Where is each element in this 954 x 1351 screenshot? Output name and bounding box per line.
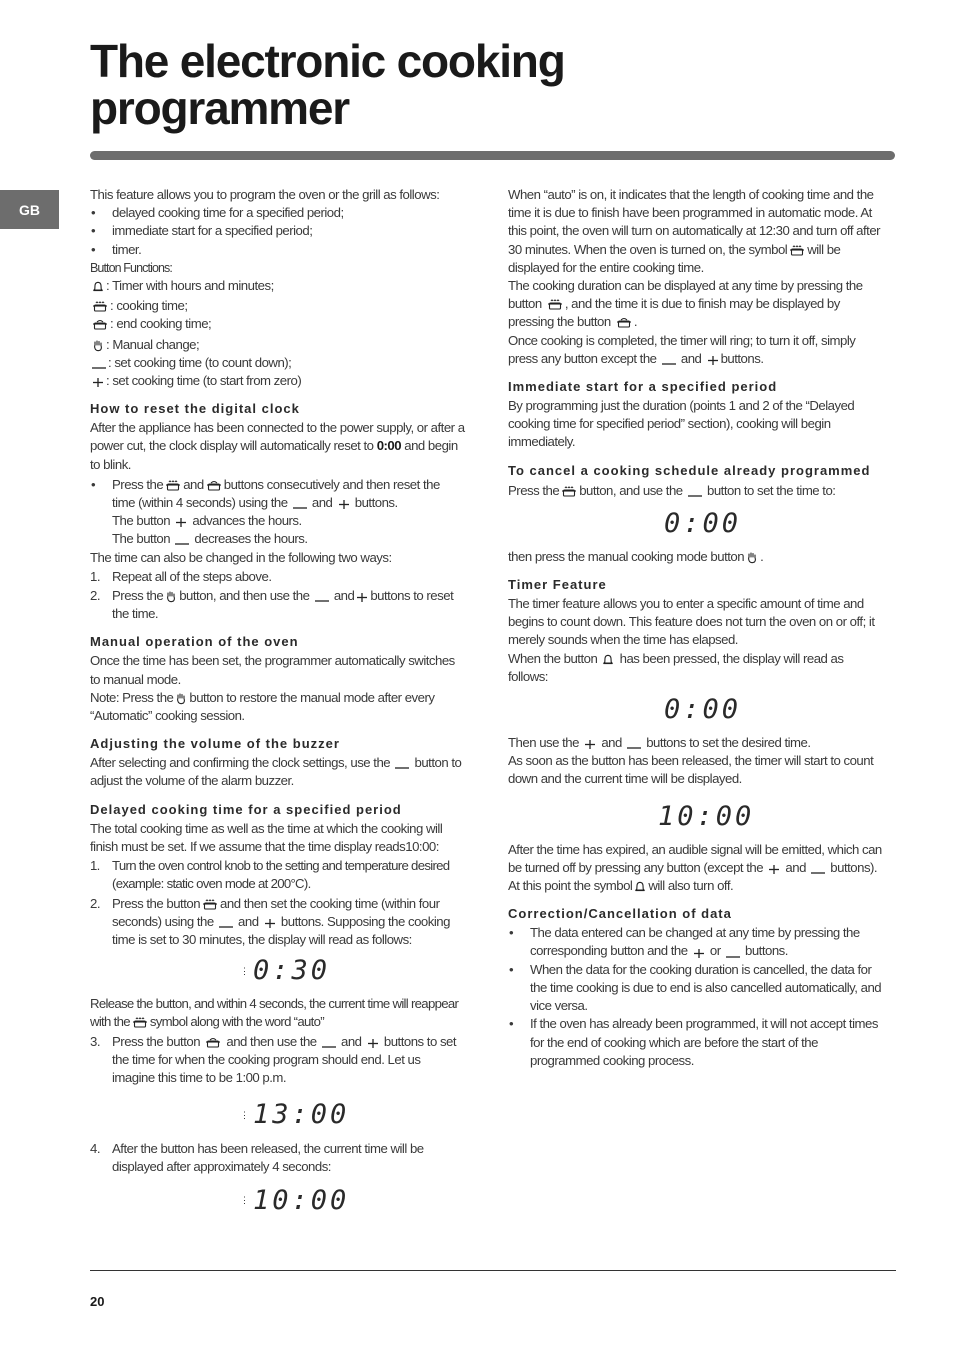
plus-icon (92, 375, 104, 388)
immediate-paragraph: By programming just the duration (points 1 and 2 of the “Delayed cooking time for specified period” section), cooking will begin immediately. (508, 398, 855, 450)
end-pot-icon (92, 318, 108, 331)
plus-icon (768, 862, 780, 875)
minus-icon (811, 862, 825, 875)
display-readout: 0:00 (664, 507, 742, 539)
plus-icon (338, 497, 350, 510)
reset-line: The button decreases the hours. (112, 531, 308, 547)
cooking-pot-icon (789, 244, 805, 257)
display-readout: ⋮ 13:00 (240, 1099, 350, 1131)
buzzer-paragraph: After selecting and confirming the clock settings, use the button to adjust the volume of the alarm buzzer. (90, 755, 462, 789)
cooking-pot-icon (202, 898, 218, 911)
delayed-step: 4. After the button has been released, the current time will be displayed after approximately 4 seconds: (90, 1141, 424, 1175)
cooking-pot-icon (165, 479, 181, 492)
hand-icon (165, 590, 177, 603)
end-pot-icon (616, 316, 632, 329)
correction-bullet: • The data entered can be changed at any time by pressing the corresponding button and the or buttons. (508, 924, 883, 960)
expired-paragraph: After the time has expired, an audible signal will be emitted, which can be turned off by pressing any button (except the and buttons). At this point the symbol will also turn off. (508, 841, 882, 894)
auto-paragraph: When “auto” is on, it indicates that the length of cooking time and the time it is due to finish have been programmed in automatic mode. At this point, the oven will turn on automatically at 12:30 and turn off after 30 minutes. When the oven is turned on, the symbol will be displayed for the entire cooking time. (508, 187, 881, 275)
delayed-paragraph: The total cooking time as well as the time at which the cooking will finish must be set. If we assume that the time display reads10:00: (90, 820, 443, 854)
reset-two-ways: The time can also be changed in the following two ways: (90, 549, 392, 565)
left-column (90, 186, 465, 1225)
intro-text: This feature allows you to program the oven or the grill as follows: (90, 187, 440, 202)
release-paragraph: Release the button, and within 4 seconds, the current time will reappear with the symbol along with the word “auto” (90, 996, 459, 1030)
minus-icon (219, 916, 233, 929)
cancel-paragraph-2: then press the manual cooking mode button . (508, 548, 764, 564)
minus-icon (315, 590, 329, 603)
cancel-paragraph: Press the button, and use the button to set the time to: (508, 482, 836, 498)
display-readout: ⋮ 0:30 (240, 955, 331, 987)
plus-icon (264, 916, 276, 929)
footer-rule (90, 1270, 896, 1271)
delayed-step: 2. Press the button and then set the cooking time (within four seconds) using the and buttons. Supposing the cooking time is set to 30 minutes, the display will read as follows: (90, 895, 450, 947)
section-heading: Adjusting the volume of the buzzer (90, 736, 340, 752)
cooking-pot-icon (92, 300, 108, 313)
section-heading: Correction/Cancellation of data (508, 906, 732, 922)
plus-icon (707, 353, 719, 366)
reset-step: 1. Repeat all of the steps above. (90, 568, 272, 584)
display-readout: ⋮ 10:00 (240, 1184, 350, 1216)
minus-icon (688, 485, 702, 498)
minus-icon (726, 946, 740, 959)
minus-icon (627, 737, 641, 750)
reset-line: The button advances the hours. (112, 513, 302, 529)
delayed-step: 3. Press the button and then use the and buttons to set the time for when the cooking program should end. Let us imagine this time to be 1:00 p.m. (90, 1033, 457, 1085)
end-pot-icon (206, 479, 222, 492)
function-item: : set cooking time (to count down); (90, 354, 465, 372)
manual-note: Note: Press the button to restore the manual mode after every “Automatic” cooking session. (90, 689, 435, 724)
section-heading: To cancel a cooking schedule already programmed (508, 462, 871, 478)
hand-icon (175, 692, 187, 705)
plus-icon (356, 590, 368, 603)
title-line-1: The electronic cooking (90, 35, 565, 87)
intro-bullet: • timer. (90, 241, 465, 259)
minus-icon (662, 353, 676, 366)
bell-icon (602, 653, 614, 666)
minus-icon (92, 357, 106, 370)
bell-icon (92, 280, 104, 293)
function-item: : set cooking time (to start from zero) (90, 372, 465, 390)
correction-bullet: • When the data for the cooking duration is cancelled, the data for the time cooking is due to end is also cancelled automatically, and vice versa. (508, 961, 883, 1016)
plus-icon (175, 515, 187, 528)
function-item: : end cooking time; (90, 315, 465, 333)
language-tab: GB (0, 190, 59, 229)
reset-step: 2. Press the button, and then use the and buttons to reset the time. (90, 588, 454, 622)
correction-bullet: • If the oven has already been programmed, it will not accept times for the end of cooking which are before the start of the programmed cooking process. (508, 1015, 883, 1070)
cooking-pot-icon (561, 485, 577, 498)
end-pot-icon (205, 1036, 221, 1049)
timer-paragraph: Then use the and buttons to set the desired time. (508, 735, 811, 751)
minus-icon (175, 533, 189, 546)
minus-icon (322, 1036, 336, 1049)
intro-bullet: • delayed cooking time for a specified period; (90, 204, 465, 222)
plus-icon (584, 737, 596, 750)
section-heading: Timer Feature (508, 577, 607, 593)
function-item: : cooking time; (90, 297, 465, 315)
minus-icon (395, 757, 409, 770)
completed-paragraph: Once cooking is completed, the timer will ring; to turn it off, simply press any button except the and buttons. (508, 332, 856, 366)
title-divider (90, 151, 895, 160)
manual-paragraph: Once the time has been set, the programmer automatically switches to manual mode. (90, 653, 455, 687)
display-readout: 10:00 (658, 800, 755, 832)
plus-icon (367, 1036, 379, 1049)
right-column (508, 186, 883, 1070)
timer-paragraph: As soon as the button has been released, the timer will start to count down and the current time will be displayed. (508, 753, 874, 787)
function-item: : Manual change; (90, 336, 465, 354)
duration-paragraph: The cooking duration can be displayed at any time by pressing the button , and the time it is due to finish may be displayed by pressing the button . (508, 278, 863, 330)
hand-icon (746, 551, 758, 564)
delayed-step: 1. Turn the oven control knob to the setting and temperature desired (example: static oven mode at 200°C). (90, 858, 450, 892)
bell-icon (634, 880, 646, 893)
hand-icon (92, 339, 104, 352)
cooking-pot-icon (132, 1016, 148, 1029)
section-heading: Delayed cooking time for a specified period (90, 801, 402, 817)
button-functions-label: Button Functions: (90, 260, 172, 275)
section-heading: How to reset the digital clock (90, 401, 300, 417)
section-heading: Immediate start for a specified period (508, 379, 778, 395)
function-item: : Timer with hours and minutes; (90, 277, 465, 295)
page-number: 20 (90, 1294, 105, 1309)
section-heading: Manual operation of the oven (90, 634, 299, 650)
timer-paragraph: When the button has been pressed, the display will read as follows: (508, 650, 844, 684)
timer-paragraph: The timer feature allows you to enter a specific amount of time and begins to count down. This feature does not turn the oven on or off; it merely sounds when the time has elapsed. (508, 596, 875, 648)
minus-icon (293, 497, 307, 510)
title-line-2: programmer (90, 82, 349, 134)
plus-icon (693, 946, 705, 959)
reset-paragraph: After the appliance has been connected to the power supply, or after a power cut, the clock display will automatically reset to 0:00 and begin to blink. (90, 420, 465, 472)
cooking-pot-icon (547, 298, 563, 311)
display-readout: 0:00 (664, 694, 742, 726)
page-title (90, 35, 565, 134)
intro-bullet: • immediate start for a specified period; (90, 222, 465, 240)
reset-bullet: • Press the and buttons consecutively and then reset the time (within 4 seconds) using the and buttons. (90, 476, 465, 512)
